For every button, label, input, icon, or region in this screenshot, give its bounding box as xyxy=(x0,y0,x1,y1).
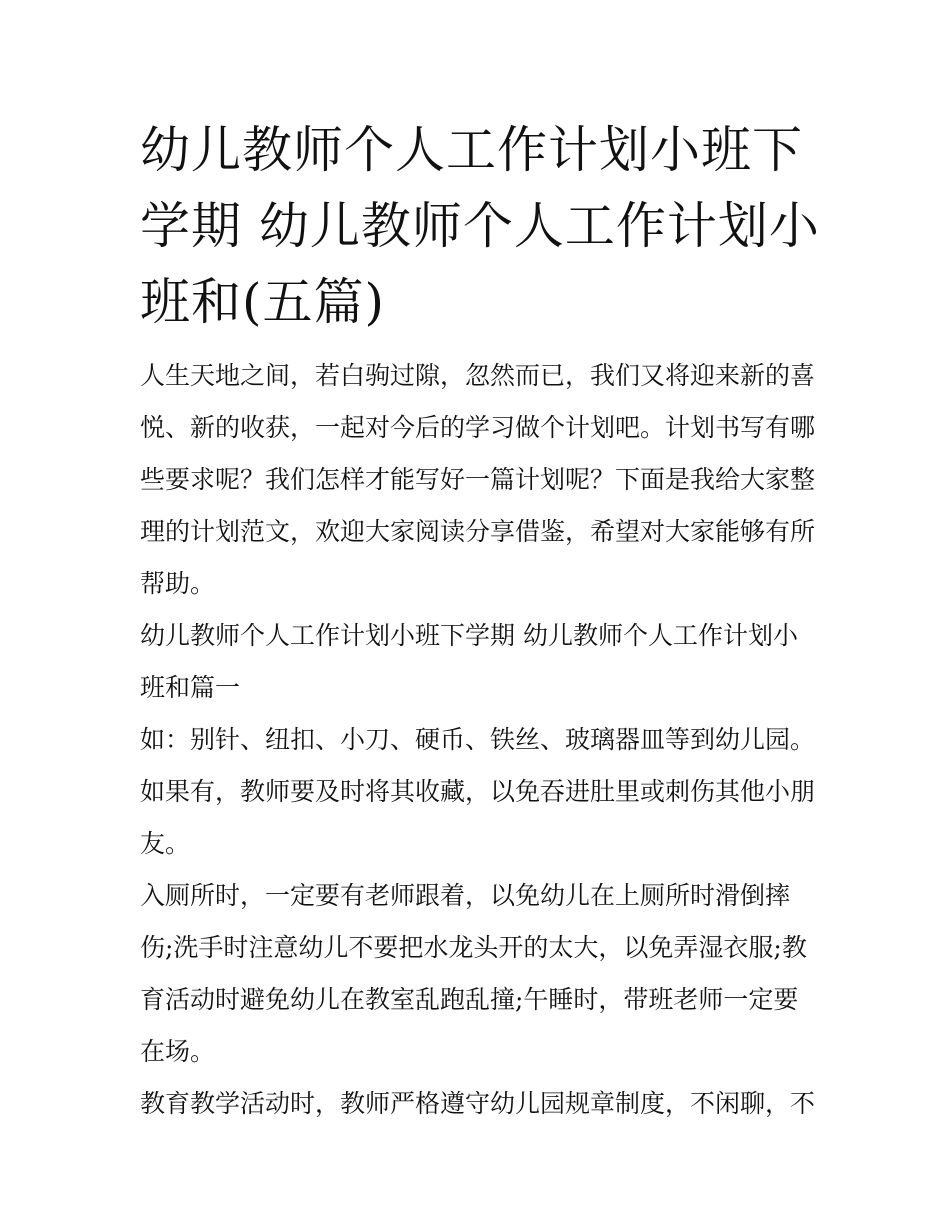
paragraph-line: 育活动时避免幼儿在教室乱跑乱撞;午睡时，带班老师一定要 xyxy=(140,985,799,1014)
title-line: 学期 幼儿教师个人工作计划小 xyxy=(140,197,820,255)
intro-paragraph xyxy=(140,350,820,610)
title-line: 班和(五篇) xyxy=(140,273,386,331)
paragraph-line: 班和篇一 xyxy=(140,673,241,702)
paragraph-line: 入厕所时，一定要有老师跟着，以免幼儿在上厕所时滑倒摔 xyxy=(140,881,791,910)
document-title xyxy=(140,112,820,340)
paragraph-line: 如：别针、纽扣、小刀、硬币、铁丝、玻璃器皿等到幼儿园。 xyxy=(140,725,816,754)
safety-items-paragraph xyxy=(140,714,820,870)
paragraph-line: 理的计划范文，欢迎大家阅读分享借鉴，希望对大家能够有所 xyxy=(140,517,816,546)
paragraph-line: 伤;洗手时注意幼儿不要把水龙头开的太大，以免弄湿衣服;教 xyxy=(140,933,807,962)
teaching-activity-paragraph xyxy=(140,1078,820,1130)
paragraph-line: 帮助。 xyxy=(140,569,216,598)
paragraph-line: 如果有，教师要及时将其收藏，以免吞进肚里或刺伤其他小朋 xyxy=(140,777,816,806)
document-page xyxy=(140,112,820,1130)
paragraph-line: 在场。 xyxy=(140,1037,216,1066)
paragraph-line: 人生天地之间，若白驹过隙，忽然而已，我们又将迎来新的喜 xyxy=(140,361,816,390)
document-body xyxy=(140,350,820,1130)
paragraph-line: 悦、新的收获，一起对今后的学习做个计划吧。计划书写有哪 xyxy=(140,413,816,442)
paragraph-line: 友。 xyxy=(140,829,191,858)
toilet-safety-paragraph xyxy=(140,870,820,1078)
paragraph-line: 幼儿教师个人工作计划小班下学期 幼儿教师个人工作计划小 xyxy=(140,621,798,650)
paragraph-line: 些要求呢？我们怎样才能写好一篇计划呢？下面是我给大家整 xyxy=(140,465,816,494)
title-line: 幼儿教师个人工作计划小班下 xyxy=(140,121,803,179)
paragraph-line: 教育教学活动时，教师严格遵守幼儿园规章制度，不闲聊，不 xyxy=(140,1089,816,1118)
section-heading-paragraph xyxy=(140,610,820,714)
